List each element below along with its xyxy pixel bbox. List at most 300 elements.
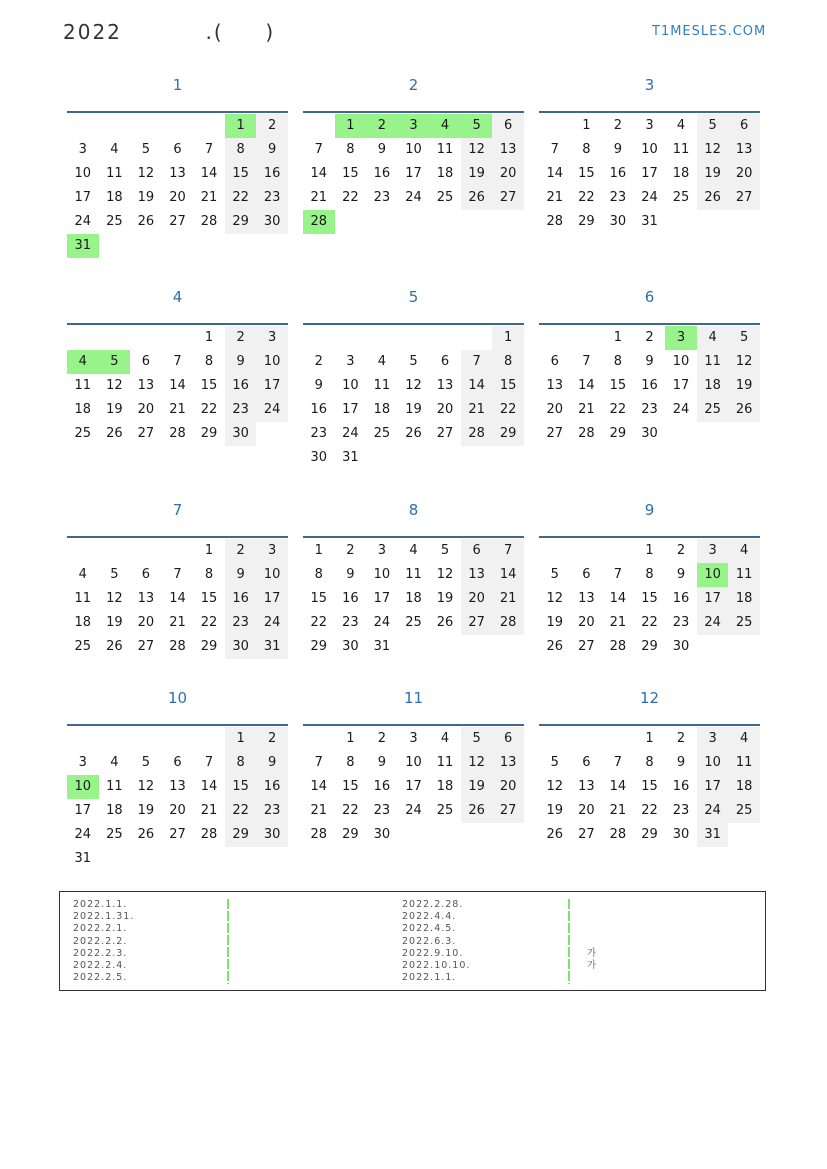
day-cell: 30 — [256, 823, 288, 847]
day-cell: 3 — [78, 755, 87, 770]
legend-entry: 가 — [587, 947, 598, 959]
day-cell: 19 — [546, 615, 564, 630]
day-cell: 23 — [373, 803, 391, 818]
day-cell: 15 — [641, 779, 658, 794]
day-cell: 1 — [225, 114, 257, 138]
empty-cell — [303, 326, 335, 350]
empty-cell — [571, 727, 603, 751]
day-cell: 28 — [200, 827, 218, 842]
day-cell: 5 — [697, 114, 729, 138]
day-cell: 20 — [492, 775, 524, 799]
legend-entry — [587, 972, 597, 984]
day-grid — [539, 539, 760, 659]
empty-cell — [193, 234, 225, 258]
month-divider — [303, 323, 524, 325]
day-cell: 17 — [405, 779, 422, 794]
day-cell: 29 — [492, 422, 524, 446]
day-cell: 15 — [225, 162, 257, 186]
day-cell: 2 — [676, 543, 686, 558]
day-cell: 29 — [609, 426, 627, 441]
empty-cell — [398, 326, 430, 350]
day-cell: 12 — [728, 350, 760, 374]
month-title: 10 — [167, 689, 188, 707]
day-cell: 13 — [461, 563, 493, 587]
day-cell: 4 — [440, 731, 450, 746]
day-cell: 18 — [697, 374, 729, 398]
day-cell: 18 — [106, 190, 123, 205]
day-cell: 6 — [141, 567, 151, 582]
day-cell: 24 — [697, 799, 729, 823]
day-cell: 27 — [546, 426, 564, 441]
day-cell: 19 — [728, 374, 760, 398]
empty-cell — [461, 823, 493, 847]
day-cell: 21 — [578, 402, 595, 417]
empty-cell — [225, 847, 257, 871]
empty-cell — [461, 326, 493, 350]
day-cell: 8 — [492, 350, 524, 374]
day-cell: 28 — [303, 210, 335, 234]
day-cell: 15 — [641, 591, 658, 606]
day-cell: 20 — [728, 162, 760, 186]
day-cell: 12 — [436, 567, 454, 582]
day-cell: 18 — [405, 591, 422, 606]
day-cell: 17 — [74, 803, 92, 818]
legend-entry: 2022.6.3. — [402, 935, 457, 947]
month-10 — [67, 688, 288, 866]
day-cell: 15 — [492, 374, 524, 398]
month-divider — [539, 724, 760, 726]
day-cell: 29 — [225, 210, 257, 234]
month-title: 11 — [403, 689, 424, 707]
day-cell: 2 — [645, 330, 654, 345]
day-cell: 5 — [141, 755, 151, 770]
empty-cell — [602, 727, 634, 751]
day-cell: 23 — [225, 398, 257, 422]
day-cell: 12 — [106, 378, 123, 393]
day-cell: 26 — [697, 186, 729, 210]
day-cell: 6 — [550, 354, 559, 369]
day-cell: 1 — [225, 727, 257, 751]
legend-right-notes — [587, 899, 597, 984]
day-cell: 1 — [613, 330, 623, 345]
day-cell: 11 — [672, 142, 690, 157]
day-cell: 13 — [578, 591, 595, 606]
day-cell: 2 — [613, 118, 623, 133]
day-cell: 21 — [609, 803, 627, 818]
day-cell: 2 — [366, 114, 398, 138]
day-cell: 15 — [578, 166, 595, 181]
day-cell: 19 — [106, 402, 123, 417]
day-cell: 18 — [672, 166, 690, 181]
empty-cell — [492, 823, 524, 847]
day-cell: 20 — [137, 615, 155, 630]
day-cell: 4 — [377, 354, 387, 369]
month-divider — [303, 724, 524, 726]
empty-cell — [492, 210, 524, 234]
empty-cell — [99, 847, 131, 871]
empty-cell — [539, 539, 571, 563]
day-cell: 8 — [225, 751, 257, 775]
day-cell: 31 — [697, 823, 729, 847]
day-cell: 11 — [436, 755, 454, 770]
day-cell: 11 — [373, 378, 391, 393]
empty-cell — [162, 727, 194, 751]
day-cell: 20 — [137, 402, 155, 417]
legend-entry: 2022.1.31. — [73, 911, 135, 923]
day-cell: 18 — [74, 615, 92, 630]
legend-entry: 2022.2.1. — [73, 923, 128, 935]
month-4 — [67, 287, 288, 441]
day-cell: 8 — [314, 567, 323, 582]
empty-cell — [366, 446, 398, 470]
empty-cell — [429, 210, 461, 234]
day-cell: 28 — [578, 426, 595, 441]
day-cell: 17 — [697, 587, 729, 611]
day-cell: 27 — [492, 186, 524, 210]
day-cell: 20 — [546, 402, 564, 417]
empty-cell — [67, 727, 99, 751]
month-title: 5 — [408, 288, 419, 306]
day-cell: 28 — [609, 639, 627, 654]
day-cell: 4 — [676, 118, 686, 133]
day-cell: 19 — [697, 162, 729, 186]
empty-cell — [99, 539, 131, 563]
day-cell: 29 — [310, 639, 328, 654]
empty-cell — [602, 539, 634, 563]
brand-link[interactable]: T1MESLES.COM — [652, 24, 767, 39]
day-cell: 26 — [405, 426, 422, 441]
empty-cell — [303, 727, 335, 751]
month-title: 3 — [644, 76, 655, 94]
day-cell: 11 — [728, 751, 760, 775]
day-cell: 20 — [492, 162, 524, 186]
day-cell: 8 — [346, 755, 355, 770]
day-cell: 17 — [256, 374, 288, 398]
day-cell: 24 — [697, 611, 729, 635]
day-cell: 8 — [613, 354, 623, 369]
empty-cell — [193, 727, 225, 751]
day-cell: 5 — [440, 543, 450, 558]
day-cell: 28 — [169, 426, 186, 441]
day-cell: 14 — [492, 563, 524, 587]
day-cell: 7 — [173, 567, 182, 582]
day-cell: 23 — [342, 615, 359, 630]
day-cell: 10 — [672, 354, 690, 369]
day-cell: 30 — [373, 827, 391, 842]
month-divider — [67, 111, 288, 113]
empty-cell — [697, 635, 729, 659]
day-cell: 4 — [67, 350, 99, 374]
month-title: 6 — [644, 288, 655, 306]
empty-cell — [193, 847, 225, 871]
day-cell: 15 — [200, 378, 218, 393]
day-cell: 21 — [200, 803, 218, 818]
month-divider — [303, 536, 524, 538]
day-cell: 10 — [256, 350, 288, 374]
day-cell: 10 — [697, 751, 729, 775]
month-title: 1 — [172, 76, 183, 94]
day-cell: 17 — [74, 190, 92, 205]
day-cell: 2 — [346, 543, 355, 558]
legend-entry: 2022.4.5. — [402, 923, 457, 935]
day-cell: 30 — [256, 210, 288, 234]
day-cell: 1 — [582, 118, 591, 133]
empty-cell — [130, 114, 162, 138]
legend-entry: 2022.1.1. — [402, 972, 457, 984]
day-cell: 28 — [609, 827, 627, 842]
legend-left-bar — [227, 899, 229, 984]
day-cell: 5 — [99, 350, 131, 374]
legend-entry: 2022.9.10. — [402, 947, 464, 959]
day-grid — [303, 727, 524, 847]
day-cell: 30 — [225, 422, 257, 446]
empty-cell — [665, 210, 697, 234]
day-cell: 16 — [672, 591, 690, 606]
day-cell: 26 — [728, 398, 760, 422]
month-divider — [539, 536, 760, 538]
day-cell: 7 — [204, 142, 214, 157]
day-cell: 12 — [405, 378, 422, 393]
day-cell: 10 — [256, 563, 288, 587]
day-cell: 16 — [256, 162, 288, 186]
day-cell: 6 — [492, 727, 524, 751]
day-cell: 11 — [74, 378, 92, 393]
empty-cell — [665, 422, 697, 446]
day-cell: 30 — [342, 639, 359, 654]
day-cell: 21 — [461, 398, 493, 422]
day-cell: 5 — [110, 567, 119, 582]
day-cell: 4 — [78, 567, 87, 582]
day-cell: 30 — [609, 214, 627, 229]
day-cell: 15 — [342, 779, 359, 794]
day-cell: 28 — [310, 827, 328, 842]
month-7 — [67, 500, 288, 654]
page-title: 2022 .( ) — [63, 20, 276, 44]
day-cell: 21 — [169, 402, 186, 417]
day-cell: 11 — [436, 142, 454, 157]
day-cell: 22 — [200, 402, 218, 417]
day-cell: 22 — [342, 190, 359, 205]
day-cell: 8 — [225, 138, 257, 162]
day-cell: 22 — [225, 799, 257, 823]
day-cell: 26 — [461, 799, 493, 823]
day-cell: 4 — [429, 114, 461, 138]
day-cell: 29 — [578, 214, 595, 229]
day-cell: 27 — [137, 639, 155, 654]
empty-cell — [429, 326, 461, 350]
day-cell: 27 — [578, 827, 595, 842]
legend-left-dates — [73, 899, 134, 984]
day-cell: 21 — [310, 803, 328, 818]
day-cell: 12 — [546, 591, 564, 606]
day-cell: 9 — [256, 751, 288, 775]
day-cell: 26 — [137, 827, 155, 842]
empty-cell — [99, 234, 131, 258]
day-cell: 21 — [200, 190, 218, 205]
legend-entry — [587, 911, 597, 923]
day-cell: 1 — [645, 731, 654, 746]
day-cell: 7 — [204, 755, 214, 770]
day-cell: 6 — [492, 114, 524, 138]
empty-cell — [193, 114, 225, 138]
legend-right-bar — [568, 899, 570, 984]
empty-cell — [728, 422, 760, 446]
day-cell: 9 — [676, 567, 686, 582]
day-cell: 16 — [342, 591, 359, 606]
day-cell: 8 — [204, 567, 214, 582]
month-1 — [67, 75, 288, 253]
day-cell: 18 — [74, 402, 92, 417]
empty-cell — [571, 326, 603, 350]
day-cell: 2 — [225, 326, 257, 350]
day-cell: 12 — [461, 138, 493, 162]
day-cell: 8 — [346, 142, 355, 157]
day-cell: 4 — [409, 543, 418, 558]
day-cell: 12 — [137, 779, 155, 794]
day-cell: 31 — [342, 450, 359, 465]
month-title: 9 — [644, 501, 655, 519]
day-cell: 29 — [225, 823, 257, 847]
day-cell: 14 — [200, 166, 218, 181]
day-cell: 2 — [676, 731, 686, 746]
day-cell: 17 — [405, 166, 422, 181]
day-cell: 9 — [314, 378, 323, 393]
day-cell: 20 — [578, 803, 595, 818]
day-cell: 2 — [314, 354, 323, 369]
empty-cell — [461, 446, 493, 470]
empty-cell — [571, 539, 603, 563]
day-cell: 3 — [346, 354, 355, 369]
empty-cell — [398, 446, 430, 470]
empty-cell — [697, 422, 729, 446]
day-cell: 1 — [346, 731, 355, 746]
empty-cell — [461, 635, 493, 659]
day-cell: 21 — [169, 615, 186, 630]
day-cell: 6 — [728, 114, 760, 138]
day-cell: 6 — [582, 755, 591, 770]
day-cell: 3 — [398, 114, 430, 138]
day-grid — [303, 326, 524, 470]
day-cell: 14 — [310, 779, 328, 794]
empty-cell — [130, 234, 162, 258]
day-cell: 22 — [609, 402, 627, 417]
empty-cell — [335, 326, 367, 350]
day-cell: 9 — [645, 354, 654, 369]
day-cell: 27 — [436, 426, 454, 441]
day-cell: 24 — [256, 398, 288, 422]
day-cell: 31 — [74, 851, 92, 866]
day-cell: 17 — [342, 402, 359, 417]
day-cell: 22 — [310, 615, 328, 630]
day-cell: 24 — [74, 827, 92, 842]
day-cell: 12 — [137, 166, 155, 181]
day-cell: 11 — [728, 563, 760, 587]
day-cell: 25 — [373, 426, 391, 441]
day-cell: 30 — [672, 639, 690, 654]
day-cell: 5 — [728, 326, 760, 350]
day-cell: 20 — [436, 402, 454, 417]
day-cell: 28 — [546, 214, 564, 229]
day-cell: 4 — [697, 326, 729, 350]
day-cell: 1 — [204, 330, 214, 345]
day-cell: 29 — [342, 827, 359, 842]
day-cell: 2 — [225, 539, 257, 563]
month-divider — [539, 111, 760, 113]
empty-cell — [162, 114, 194, 138]
day-cell: 17 — [373, 591, 391, 606]
day-cell: 22 — [641, 803, 658, 818]
legend-entry — [587, 936, 597, 948]
day-cell: 20 — [578, 615, 595, 630]
day-cell: 25 — [436, 803, 454, 818]
month-2 — [303, 75, 524, 229]
legend-entry: 2022.4.4. — [402, 911, 457, 923]
day-cell: 19 — [106, 615, 123, 630]
day-cell: 20 — [461, 587, 493, 611]
day-cell: 11 — [697, 350, 729, 374]
day-cell: 18 — [373, 402, 391, 417]
day-cell: 6 — [461, 539, 493, 563]
day-cell: 7 — [613, 567, 623, 582]
day-cell: 26 — [106, 639, 123, 654]
legend-entry — [587, 923, 597, 935]
day-cell: 29 — [641, 827, 658, 842]
day-cell: 12 — [697, 138, 729, 162]
day-cell: 11 — [106, 166, 123, 181]
day-cell: 19 — [461, 775, 493, 799]
empty-cell — [429, 446, 461, 470]
day-cell: 31 — [256, 635, 288, 659]
day-cell: 25 — [74, 639, 92, 654]
day-cell: 27 — [169, 214, 186, 229]
day-grid — [539, 727, 760, 847]
empty-cell — [67, 114, 99, 138]
day-cell: 31 — [67, 234, 99, 258]
day-cell: 30 — [310, 450, 328, 465]
day-cell: 31 — [641, 214, 658, 229]
day-cell: 5 — [461, 727, 493, 751]
day-cell: 3 — [78, 142, 87, 157]
day-cell: 7 — [314, 755, 323, 770]
month-8 — [303, 500, 524, 654]
day-cell: 7 — [314, 142, 323, 157]
day-cell: 27 — [169, 827, 186, 842]
day-cell: 9 — [346, 567, 355, 582]
day-cell: 28 — [200, 214, 218, 229]
legend-entry: 2022.2.3. — [73, 947, 128, 959]
day-cell: 24 — [672, 402, 690, 417]
day-cell: 7 — [550, 142, 559, 157]
day-cell: 19 — [546, 803, 564, 818]
day-cell: 8 — [582, 142, 591, 157]
day-cell: 12 — [461, 751, 493, 775]
day-cell: 10 — [342, 378, 359, 393]
day-cell: 25 — [672, 190, 690, 205]
day-cell: 10 — [405, 142, 422, 157]
day-cell: 14 — [200, 779, 218, 794]
day-cell: 25 — [106, 827, 123, 842]
day-cell: 22 — [342, 803, 359, 818]
day-cell: 24 — [405, 190, 422, 205]
empty-cell — [398, 210, 430, 234]
day-cell: 14 — [546, 166, 564, 181]
month-divider — [67, 323, 288, 325]
day-cell: 6 — [440, 354, 450, 369]
day-cell: 16 — [373, 166, 391, 181]
day-cell: 7 — [613, 755, 623, 770]
day-cell: 28 — [169, 639, 186, 654]
day-cell: 18 — [436, 779, 454, 794]
